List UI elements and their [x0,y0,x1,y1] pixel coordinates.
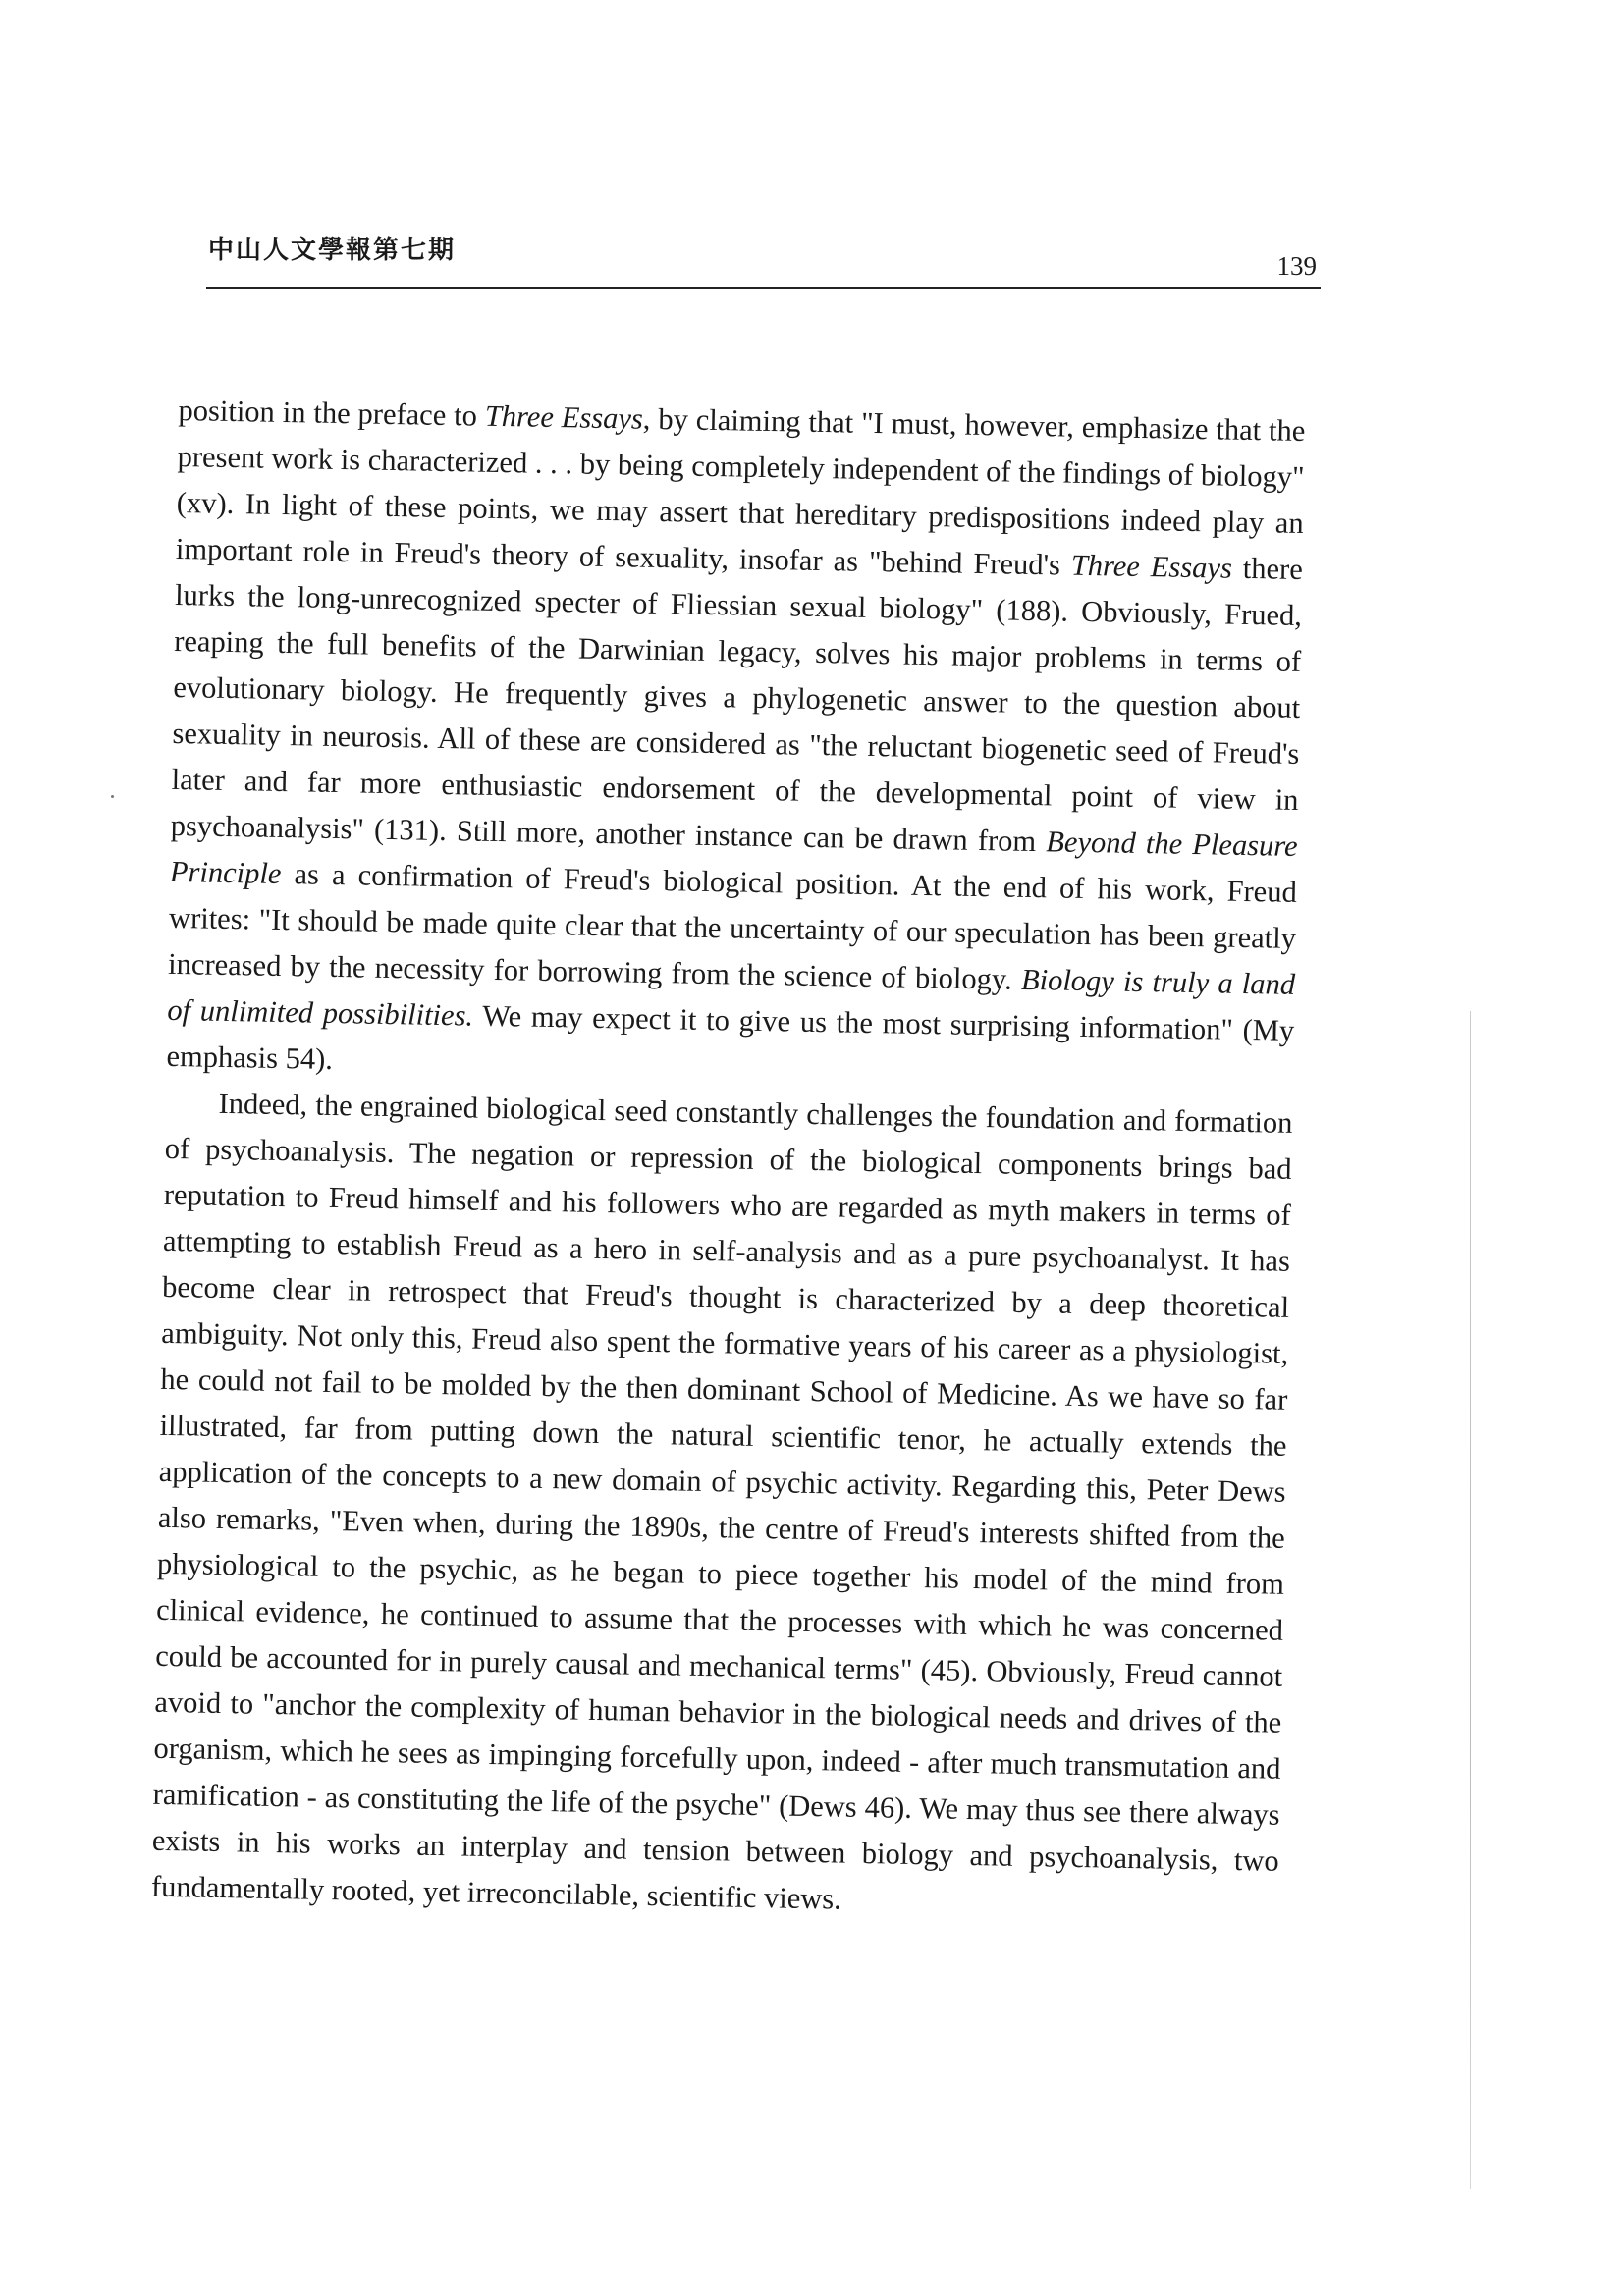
text-segment: We may expect it to give us the most surprising information" (My emphasis 54). [166,998,1295,1076]
journal-title: 中山人文學報第七期 [208,236,457,265]
book-title: Three Essays [1070,548,1233,585]
paragraph-2 [151,1080,1293,1931]
text-segment: , by claiming that "I must, however, emphasize that the present work is characterized . . . by being completely independent of the findings of biology" (xv). In light of these points, we may assert that hereditary predispositions indeed play an important role in Freud's theory of sexuality, insofar as "behind Freud's [175,401,1306,582]
text-segment: there lurks the long-unrecognized specter of Fliessian sexual biology" (188). Obviously, Frued, reaping the full benefits of the Darwinian legacy, solves his major problems in terms of evolutionary biology. He frequently gives a phylogenetic answer to the question about sexuality in neurosis. All of these are considered as "the reluctant biogenetic seed of Freud's later and far more enthusiastic endorsement of the developmental point of view in psychoanalysis" (131). Still more, another instance can be drawn from [170,551,1304,859]
body-text [151,388,1306,1931]
book-title: Three Essays [484,399,644,436]
text-segment: Indeed, the engrained biological seed constantly challenges the foundation and formation of psychoanalysis. The negation or repression of the biological components brings bad reputation to Freud himself and his followers who are regarded as myth makers in terms of attempting to establish Freud as a hero in self-analysis and as a pure psychoanalyst. It has become clear in retrospect that Freud's thought is characterized by a deep theoretical ambiguity. Not only this, Freud also spent the formative years of his career as a physiologist, he could not fail to be molded by the then dominant School of Medicine. As we have so far illustrated, far from putting down the natural scientific tenor, he actually extends the application of the concepts to a new domain of psychic activity. Regarding this, Peter Dews also remarks, "Even when, during the 1890s, the centre of Freud's interests shifted from the physiological to the psychic, as he began to piece together his model of the mind from clinical evidence, he continued to assume that the processes with which he was concerned could be accounted for in purely causal and mechanical terms" (45). Obviously, Freud cannot avoid to "anchor the complexity of human behavior in the biological needs and drives of the organism, which he sees as impinging forcefully upon, indeed - after much transmutation and ramification - as constituting the life of the psyche" (Dews 46). We may thus see there always exists in his works an interplay and tension between biology and psychoanalysis, two fundamentally rooted, yet irreconcilable, scientific views. [150,1086,1293,1916]
scan-speck [111,795,114,798]
scan-artifact-line [1470,1011,1471,2189]
paragraph-1 [166,388,1306,1100]
running-header [206,228,1321,289]
emphasized-quote: Biology is truly a land of unlimited possibilities. [167,962,1296,1033]
page-number: 139 [1276,251,1317,281]
book-title: Beyond the Pleasure Principle [169,825,1298,890]
text-segment: position in the preface to [178,393,486,433]
text-segment: as a confirmation of Freud's biological position. At the end of his work, Freud writes: "It should be made quite clear that the uncertainty of our speculation has been greatly increased by the necessity for borrowing from the science of biology. [167,856,1298,996]
